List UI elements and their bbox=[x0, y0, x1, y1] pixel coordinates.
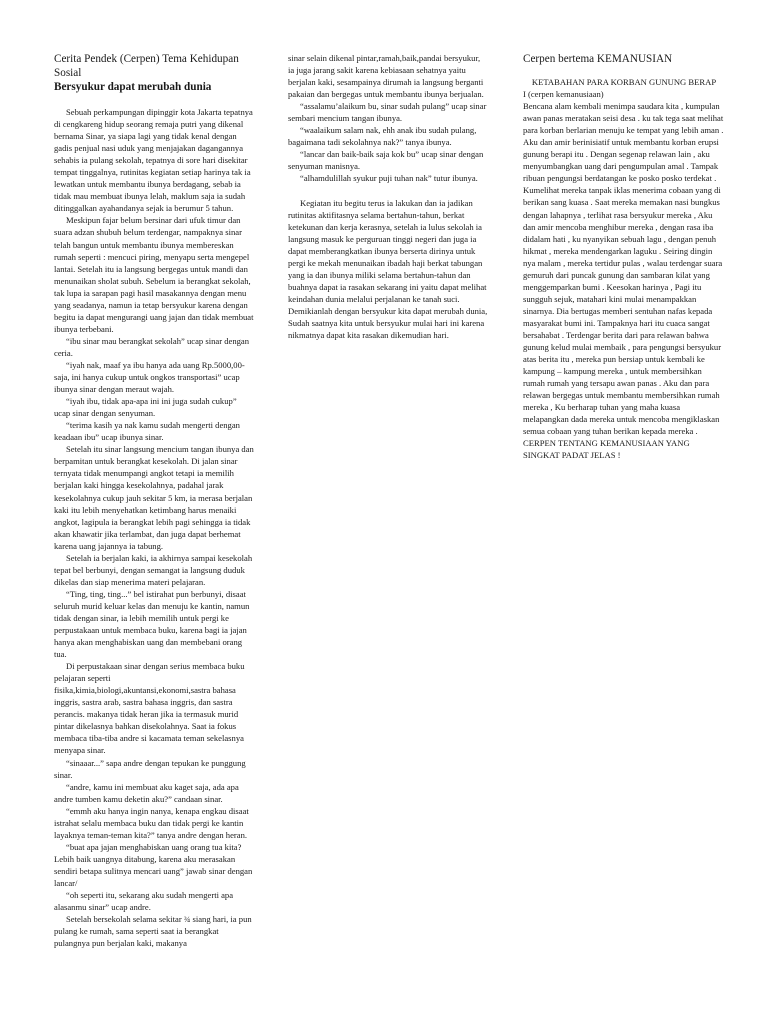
dialogue-line: “iyah nak, maaf ya ibu hanya ada uang Rp.5000,00- saja, ini hanya cukup untuk ongkos transportasi” ucap ibunya sinar dengan meraut wajah. bbox=[54, 359, 245, 395]
dialogue-line: “sinaaar...” sapa andre dengan tepukan ke punggung sinar. bbox=[54, 757, 246, 780]
paragraph: Kegiatan itu begitu terus ia lakukan dan ia jadikan rutinitas aktifitasnya selama bertahun-tahun, berkat ketekunan dan kerja kerasnya, setelah ia lulus sekolah ia langsung masuk ke perguruan tinggi negeri dan juga ia dapat memberangkatkan ibunya berserta dirinya untuk pergi ke mekah menunaikan ibadah haji berkat tabungan yang ia dan ibunya miliki selama bertahun-tahun dan buahnya dapat ia rasakan sekarang ini yaitu dapat melihat keindahan dunia melalui perjalanan ke tanah suci. Demikianlah dengan bersyukur kita dapat merubah dunia, Sudah saatnya kita untuk bersyukur mulai hari ini karena nikmatnya dapat kita rasakan dikemudian hari. bbox=[288, 197, 488, 341]
paragraph: Di perpustakaan sinar dengan serius membaca buku pelajaran seperti fisika,kimia,biologi,akuntansi,ekonomi,sastra bahasa inggris, sastra arab, sastra bahasa inggris, dan sastra perancis. makanya tidak heran jika ia termasuk murid pintar dikelasnya bahkan disekolahnya. Saat ia fokus membaca tiba-tiba andre si kacamata teman sekelasnya menyapa sinar. bbox=[54, 661, 245, 756]
dialogue-line: “waalaikum salam nak, ehh anak ibu sudah pulang, bagaimana tadi sekolahnya nak?” tanya ibunya. bbox=[288, 125, 477, 148]
dialogue-line: “andre, kamu ini membuat aku kaget saja, ada apa andre tumben kamu deketin aku?” candaan sinar. bbox=[54, 781, 239, 804]
paragraph: Setelah itu sinar langsung mencium tangan ibunya dan berpamitan untuk berangkat kesekolah. Di jalan sinar ternyata tidak menumpangi angkot tetapi ia memilih berjalan kaki hingga kesekolahnya, padahal jarak kesekolahnya cukup jauh sekitar 5 km, ia merasa berjalan kaki itu lebih menyehatkan ketimbang harus menaiki angkot, lagipula ia berangkat lebih pagi sehingga ia tidak akan khawatir jika terlambat, dan juga dapat berhemat karena uang jajannya ia tabung. bbox=[54, 444, 254, 551]
column-right bbox=[523, 52, 725, 462]
dialogue-line: “oh seperti itu, sekarang aku sudah mengerti apa alasanmu sinar” ucap andre. bbox=[54, 890, 234, 913]
dialogue-line: “terima kasih ya nak kamu sudah mengerti dengan keadaan ibu” ucap ibunya sinar. bbox=[54, 420, 240, 443]
dialogue-line: “Ting, ting, ting...” bel istirahat pun berbunyi, disaat seluruh murid keluar kelas dan menuju ke kantin, namun tidak dengan sinar, ia lebih memilih untuk pergi ke perpustakaan untuk membaca buku, karena bagi ia jajan hanya akan menghabiskan uang dan membebani orang tua. bbox=[54, 588, 250, 660]
column-middle bbox=[288, 52, 488, 341]
story-subtitle: I (cerpen kemanusiaan) bbox=[523, 89, 604, 100]
dialogue-line: “assalamu’alaikum bu, sinar sudah pulang” ucap sinar sembari mencium tangan ibunya. bbox=[288, 101, 487, 124]
story-category-title: Cerita Pendek (Cerpen) Tema Kehidupan Sosial bbox=[54, 53, 239, 79]
dialogue-line: “emmh aku hanya ingin nanya, kenapa engkau disaat istrahat selalu membaca buku dan tidak pergi ke kantin layaknya teman-teman kita?” tanya andre dengan heran. bbox=[54, 805, 249, 840]
dialogue-line: “buat apa jajan menghabiskan uang orang tua kita? Lebih baik uangnya ditabung, karena aku merasakan sendiri betapa sulitnya mencari uang” jawab sinar dengan lancar/ bbox=[54, 841, 253, 888]
story-title: Bersyukur dapat merubah dunia bbox=[54, 81, 212, 93]
paragraph: Meskipun fajar belum bersinar dari ufuk timur dan suara adzan shubuh belum terdengar, nampaknya sinar telah bangun untuk membantu ibunya membereskan rumah seperti : mencuci piring, menyapu serta mengepel lantai. Setelah itu ia langsung bergegas untuk mandi dan menunaikan sholat subuh. Sebelum ia berangkat sekolah, tak lupa ia sarapan pagi hasil masakannya dengan menu yang seadanya, namun ia tetap bersyukur karena dengan begitu ia dapat mengurangi uang jajan dan tidak membuat ibunya terbebani. bbox=[54, 215, 254, 334]
dialogue-line: “ibu sinar mau berangkat sekolah” ucap sinar dengan ceria. bbox=[54, 335, 250, 358]
dialogue-line: “lancar dan baik-baik saja kok bu” ucap sinar dengan senyuman manisnya. bbox=[288, 149, 484, 172]
paragraph: sinar selain dikenal pintar,ramah,baik,pandai bersyukur, ia juga jarang sakit karena kebiasaan sehatnya yaitu berjalan kaki, sesampainya dirumah ia langsung berganti pakaian dan bergegas untuk membantu ibunya berjualan. bbox=[288, 53, 484, 100]
paragraph: Bencana alam kembali menimpa saudara kita , kumpulan awan panas meratakan seisi desa . ku tak tega saat melihat para korban berlarian menuju ke tempat yang lebih aman . Aku dan amir berinisiatif untuk membantu korban erupsi gunung berapi itu . Dengan segenap relawan lain , aku menyumbangkan uang dari pengumpulan amal . Tampak ribuan pengungsi berdatangan ke posko posko terdekat . Kumelihat mereka tanpak iklas menerima cobaan yang di berikan sang kuasa . Saat mereka memakan nasi bungkus dengan lahapnya , terlihat rasa bersyukur mereka , Aku dan amir mencoba menghibur mereka , dengan rasa iba didalam hati , ku nyanyikan sebuah lagu , dengan penuh hikmat , mereka mendengarkan laguku . Seiring dingin nya malam , mereka tertidur pulas , walau terdengar suara gemuruh dari puncak gunung dan sambaran kilat yang menggemparkan bumi . Keesokan harinya , Pagi itu sungguh sejuk, matahari kini mulai menampakkan sinarnya. Dia bertugas memberi sentuhan nafas kepada masyarakat bumi ini. Tampaknya hari itu cuaca sangat bersahabat . Terdengar berita dari para relawan bahwa gunung kelud mulai membaik , para pengungsi bersyukur atas berita itu , mereka pun bersiap untuk kembali ke kampung – kampung mereka , untuk membersihkan rumah rumah yang tersapu awan panas . Aku dan para relawan bergegas untuk membantu membersihkan rumah mereka , Ku berharap tuhan yang maha kuasa melapangkan dada mereka untuk mencoba mengiklaskan semua cobaan yang tuhan berikan kepada mereka . bbox=[523, 101, 724, 437]
paragraph: Sebuah perkampungan dipinggir kota Jakarta tepatnya di cengkareng hidup seorang remaja putri yang dikenal bernama Sinar, ya siapa lagi yang tidak kenal dengan gadis penjual nasi uduk yang menjajakan dagangannya sehabis ia pulang sekolah, tepatnya di sore hari disekitar tempat tinggalnya, rutinitas kegiatan setiap harinya tak ia lewatkan untuk membantu ibunya berdagang, sebab ia tidak mau membuat ibunya lelah, maklum saja ia sudah ditinggalkan ayahandanya sejak ia berumur 5 tahun. bbox=[54, 107, 253, 214]
dialogue-line: “iyah ibu, tidak apa-apa ini ini juga sudah cukup” ucap sinar dengan senyuman. bbox=[54, 396, 237, 419]
dialogue-line: “alhamdulillah syukur puji tuhan nak” tutur ibunya. bbox=[300, 173, 478, 184]
spacer bbox=[288, 185, 488, 197]
section-heading: CERPEN TENTANG KEMANUSIAAN YANG SINGKAT PADAT JELAS ! bbox=[523, 438, 690, 461]
story-category-title: Cerpen bertema KEMANUSIAN bbox=[523, 53, 673, 65]
paragraph: Setelah ia berjalan kaki, ia akhirnya sampai kesekolah tepat bel berbunyi, dengan semangat ia langsung duduk dikelas dan siap menerima materi pelajaran. bbox=[54, 552, 253, 587]
column-left bbox=[54, 52, 254, 949]
paragraph: Setelah bersekolah selama sekitar ¾ siang hari, ia pun pulang ke rumah, sama seperti saat ia berangkat pulangnya pun berjalan kaki, makanya bbox=[54, 914, 252, 949]
story-title: KETABAHAN PARA KORBAN GUNUNG BERAP bbox=[531, 77, 717, 87]
